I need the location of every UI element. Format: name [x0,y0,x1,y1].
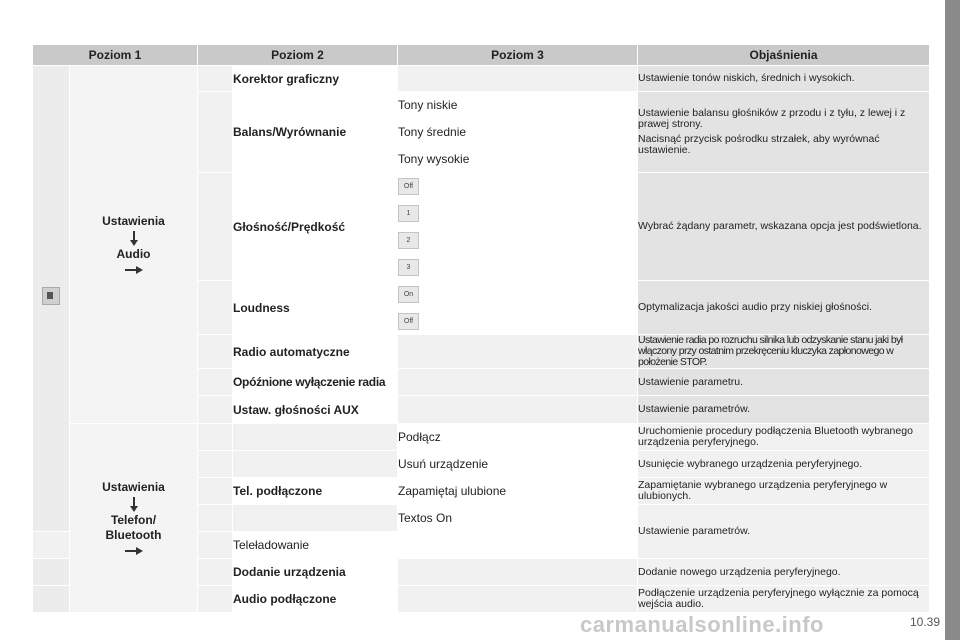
tel-usun: Usuń urządzenie [398,451,638,478]
row-tel-podlaczone: Tel. podłączone [233,478,398,505]
glosnosc-1-badge: 1 [398,205,419,222]
page-number: 10.39 [909,615,940,629]
level1-audio-top: Ustawienia [102,214,165,228]
balans-tony-niskie: Tony niskie [398,92,638,119]
desc-loudness: Optymalizacja jakości audio przy niskiej głośności. [638,281,930,335]
desc-glosnosc: Wybrać żądany parametr, wskazana opcja jest podświetlona. [638,173,930,281]
row-aux: Ustaw. głośności AUX [233,396,398,424]
tel-teleladowanie: Teleładowanie [233,532,398,559]
arrow-right-icon [125,265,143,275]
level1-phone-bottom: Telefon/ Bluetooth [105,513,162,542]
loudness-off-badge: Off [398,313,419,330]
glosnosc-off-badge: Off [398,178,419,195]
loudness-on-badge: On [398,286,419,303]
desc-radio-auto: Ustawienie radia po rozruchu silnika lub odzyskanie stanu jaki był włączony przy ostatnim przekręceniu kluczyka zapłonowego w położenie STOP. [638,335,930,369]
desc-aux: Ustawienie parametrów. [638,396,930,424]
watermark: carmanualsonline.info [580,612,824,637]
desc-audio-podl: Podłączenie urządzenia peryferyjnego wyłącznie za pomocą wejścia audio. [638,586,930,613]
level1-phone-top: Ustawienia [102,480,165,494]
balans-tony-wysokie: Tony wysokie [398,146,638,173]
arrow-right-icon [125,546,143,556]
desc-balans-2: Nacisnąć przycisk pośrodku strzałek, aby wyrównać ustawienie. [638,133,880,156]
desc-dodanie: Dodanie nowego urządzenia peryferyjnego. [638,559,930,586]
desc-textos: Ustawienie parametrów. [638,505,930,559]
balans-tony-srednie: Tony średnie [398,119,638,146]
desc-podlacz: Uruchomienie procedury podłączenia Bluetooth wybranego urządzenia peryferyjnego. [638,424,930,451]
row-opoznione: Opóźnione wyłączenie radia [233,369,398,396]
row-dodanie: Dodanie urządzenia [233,559,398,586]
level1-phone [70,424,198,613]
desc-balans-1: Ustawienie balansu głośników z przodu i z tyłu, z lewej i z prawej strony. [638,107,906,130]
row-radio-auto: Radio automatyczne [233,335,398,369]
settings-table [32,44,930,613]
header-level-2: Poziom 2 [198,45,398,66]
glosnosc-2-badge: 2 [398,232,419,249]
desc-zapamietaj: Zapamiętanie wybranego urządzenia peryferyjnego w ulubionych. [638,478,930,505]
level1-audio [70,66,198,424]
row-korektor: Korektor graficzny [233,66,398,92]
level1-audio-bottom: Audio [116,247,151,261]
row-audio-podl: Audio podłączone [233,586,398,613]
tel-podlacz: Podłącz [398,424,638,451]
section-icon-cell [33,66,70,532]
right-edge-bar [945,0,960,640]
row-balans: Balans/Wyrównanie [233,92,398,173]
desc-korektor: Ustawienie tonów niskich, średnich i wysokich. [638,66,930,92]
settings-section-icon [42,287,60,305]
header-explanations: Objaśnienia [638,45,930,66]
tel-zapamietaj: Zapamiętaj ulubione [398,478,638,505]
desc-usun: Usunięcie wybranego urządzenia peryferyjnego. [638,451,930,478]
header-level-1: Poziom 1 [33,45,198,66]
row-loudness: Loudness [233,281,398,335]
desc-opoznione: Ustawienie parametru. [638,369,930,396]
glosnosc-3-badge: 3 [398,259,419,276]
row-glosnosc: Głośność/Prędkość [233,173,398,281]
header-level-3: Poziom 3 [398,45,638,66]
desc-balans [638,92,930,173]
tel-textos: Textos On [398,505,638,532]
